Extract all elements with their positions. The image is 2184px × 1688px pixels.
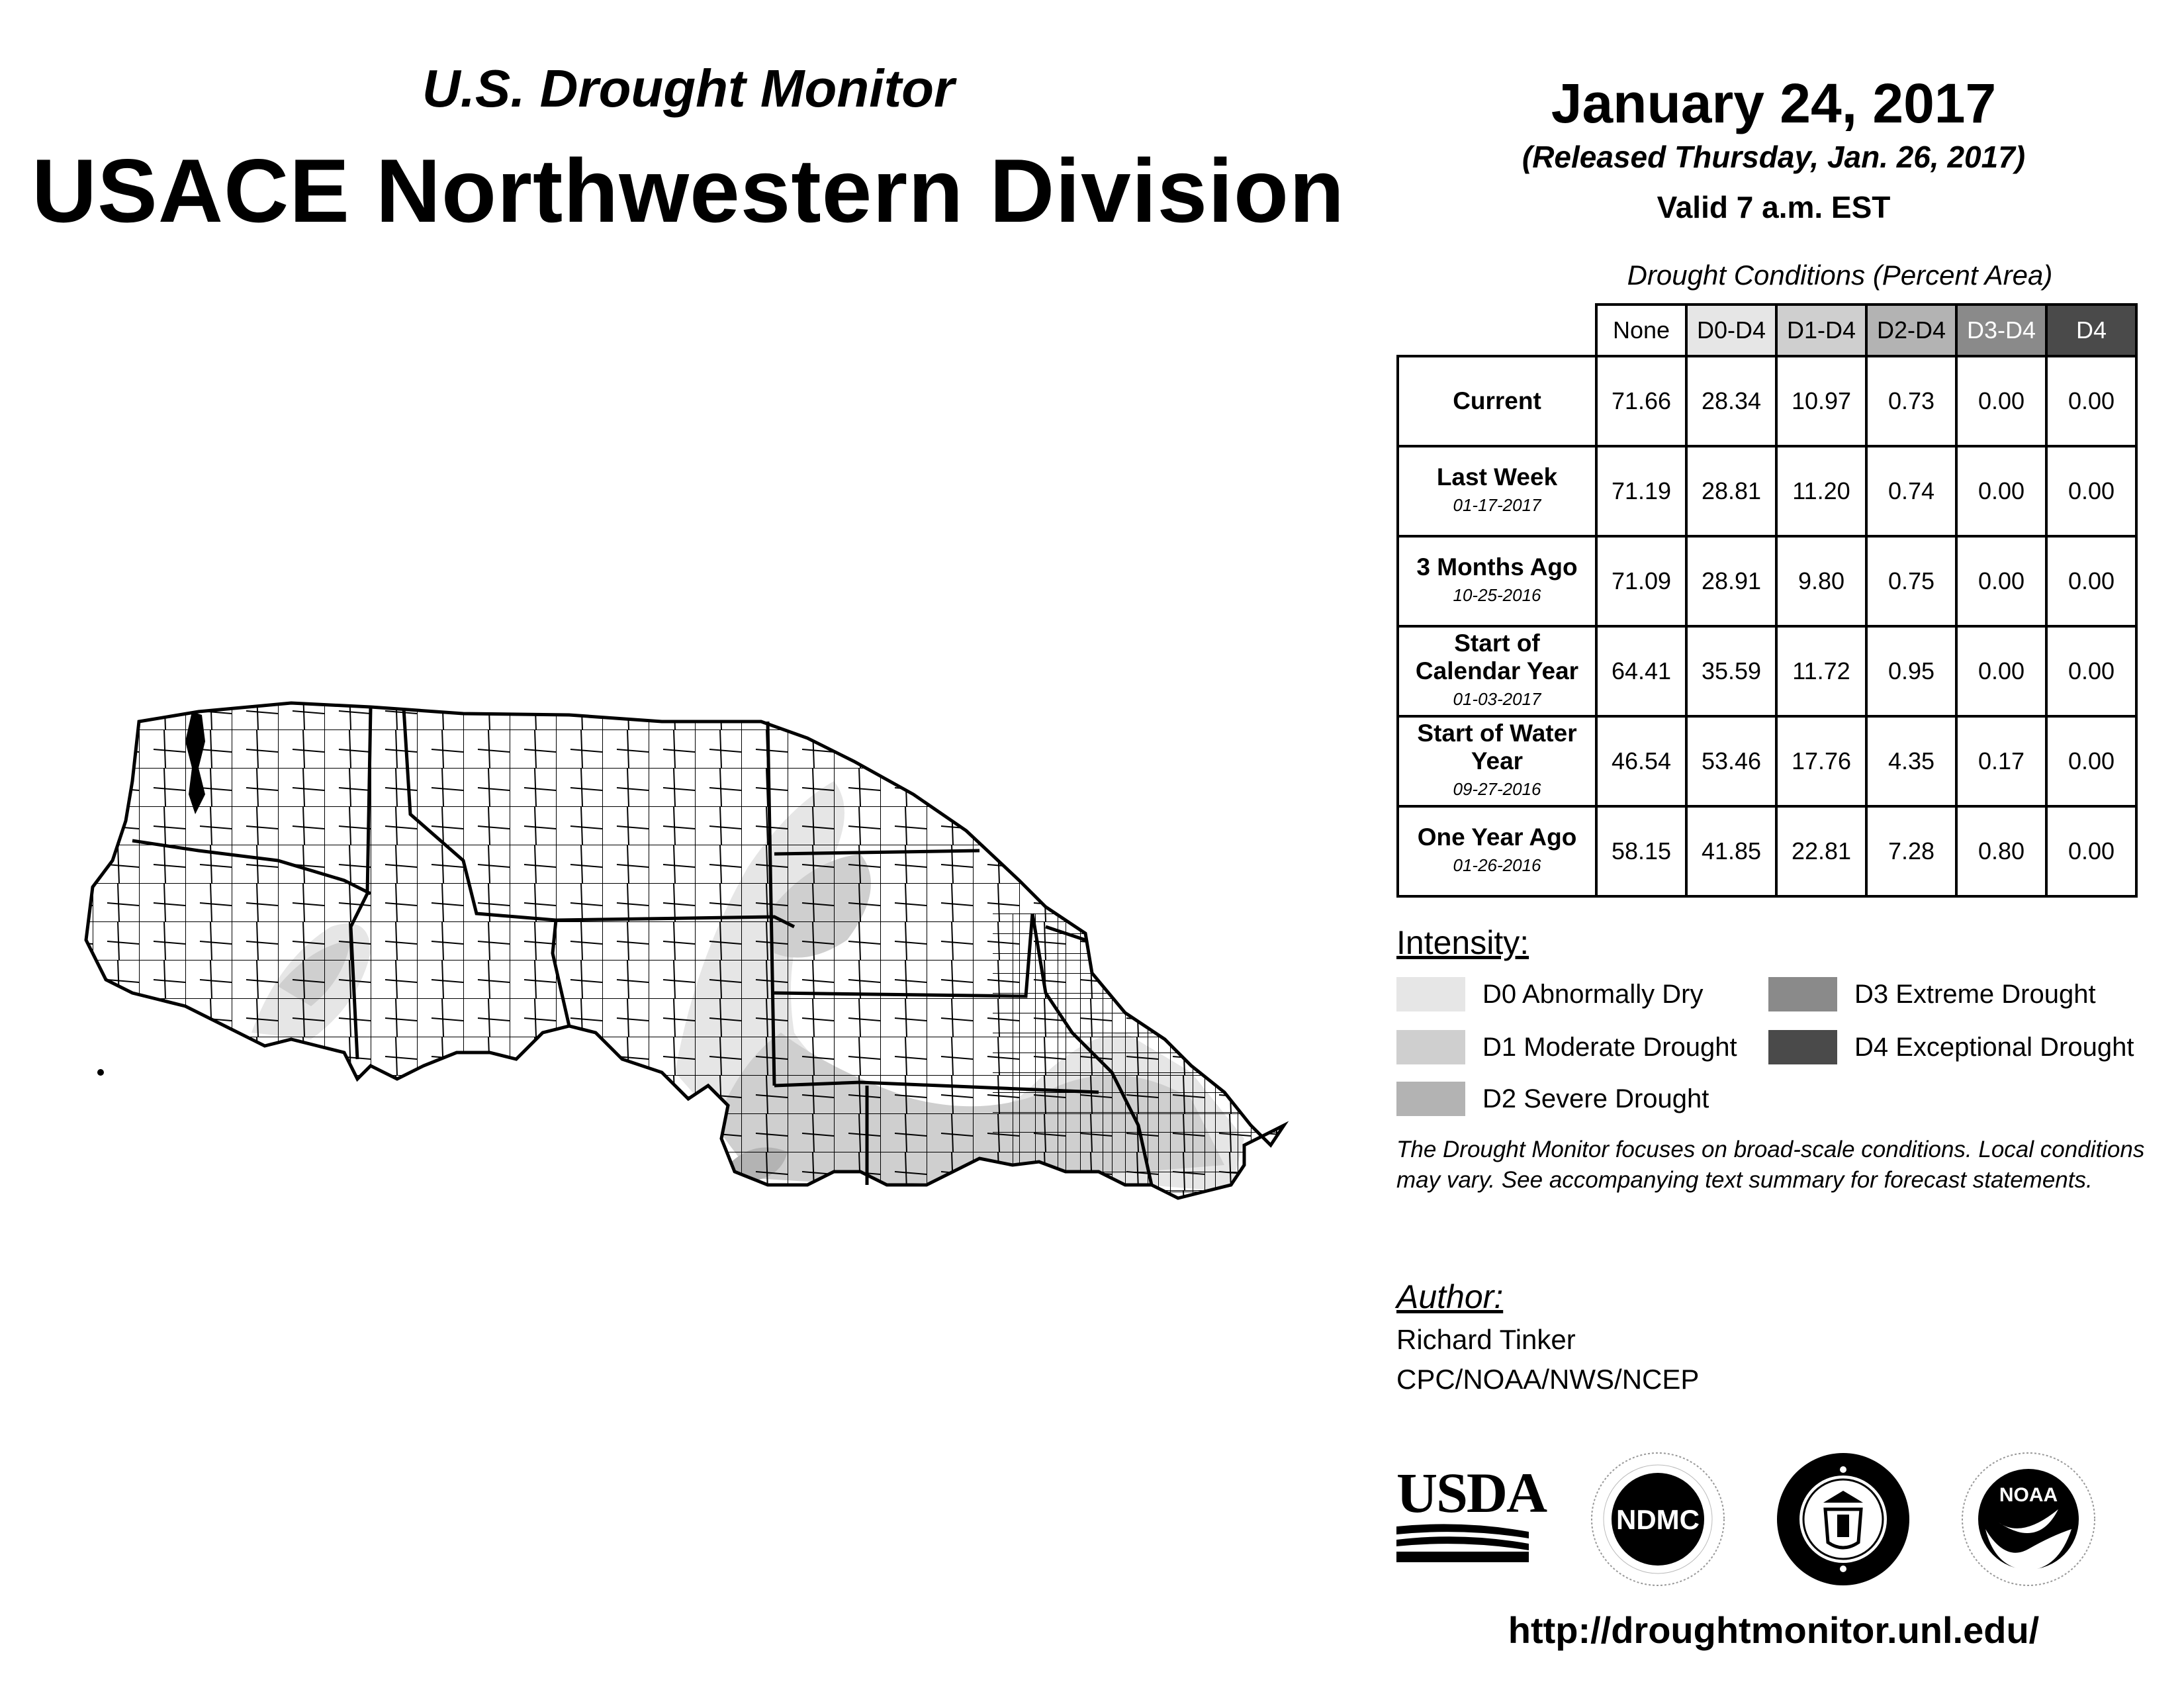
usda-logo-text: USDA — [1396, 1461, 1547, 1524]
table-cell: 22.81 — [1776, 806, 1866, 896]
legend-item-d4 — [1768, 1030, 2134, 1064]
author-label: Author: — [1396, 1278, 1504, 1315]
table-cell: 0.00 — [1956, 626, 2046, 716]
table-cell: 0.00 — [1956, 536, 2046, 626]
ndmc-logo-text: NDMC — [1616, 1504, 1700, 1535]
table-cell: 17.76 — [1776, 716, 1866, 806]
row-label-text: Start of Water Year — [1417, 720, 1577, 774]
table-cell: 0.00 — [2046, 626, 2136, 716]
noaa-logo — [1959, 1450, 2098, 1589]
usda-field-icon — [1396, 1523, 1529, 1562]
column-header: D4 — [2046, 305, 2136, 356]
table-cell: 10.97 — [1776, 356, 1866, 446]
table-cell: 0.00 — [2046, 446, 2136, 536]
row-label — [1398, 446, 1596, 536]
table-cell: 28.81 — [1686, 446, 1776, 536]
row-label-date: 10-25-2016 — [1453, 585, 1541, 605]
legend-swatch — [1396, 977, 1465, 1011]
legend-item-d1 — [1396, 1030, 1737, 1064]
row-label — [1398, 626, 1596, 716]
table-cell: 0.00 — [1956, 446, 2046, 536]
legend-swatch — [1396, 1030, 1465, 1064]
table-cell: 41.85 — [1686, 806, 1776, 896]
table-cell: 7.28 — [1866, 806, 1956, 896]
column-header: D3-D4 — [1956, 305, 2046, 356]
header-blank — [1398, 305, 1596, 356]
legend-label: D4 Exceptional Drought — [1854, 1032, 2134, 1062]
table-cell: 0.00 — [2046, 536, 2136, 626]
row-label-text: Last Week — [1436, 463, 1558, 491]
usda-logo — [1396, 1461, 1547, 1562]
table-row — [1398, 536, 2136, 626]
table-cell: 58.15 — [1596, 806, 1686, 896]
row-label-text: Start of Calendar Year — [1415, 630, 1579, 684]
table-cell: 0.00 — [1956, 356, 2046, 446]
table-row — [1398, 446, 2136, 536]
row-label — [1398, 806, 1596, 896]
table-cell: 0.80 — [1956, 806, 2046, 896]
legend-label: D3 Extreme Drought — [1854, 979, 2096, 1009]
row-label-date: 01-17-2017 — [1453, 495, 1541, 515]
table-row — [1398, 356, 2136, 446]
row-label — [1398, 716, 1596, 806]
column-header: D0-D4 — [1686, 305, 1776, 356]
table-cell: 71.09 — [1596, 536, 1686, 626]
table-cell: 0.00 — [2046, 716, 2136, 806]
table-cell: 0.17 — [1956, 716, 2046, 806]
row-label-date: 01-03-2017 — [1453, 689, 1541, 709]
table-cell: 0.74 — [1866, 446, 1956, 536]
table-cell: 0.00 — [2046, 356, 2136, 446]
row-label-date: 01-26-2016 — [1453, 855, 1541, 875]
table-cell: 0.73 — [1866, 356, 1956, 446]
author-name: Richard Tinker — [1396, 1324, 1576, 1355]
legend-label: D2 Severe Drought — [1482, 1084, 1709, 1113]
row-label-text: Current — [1453, 387, 1541, 414]
noaa-logo-text: NOAA — [1999, 1484, 2058, 1506]
table-cell: 46.54 — [1596, 716, 1686, 806]
release-date: (Released Thursday, Jan. 26, 2017) — [1522, 140, 2026, 174]
ndmc-logo — [1588, 1450, 1727, 1589]
website-url[interactable]: http://droughtmonitor.unl.edu/ — [1508, 1609, 2040, 1651]
author-org: CPC/NOAA/NWS/NCEP — [1396, 1364, 1700, 1395]
table-cell: 0.00 — [2046, 806, 2136, 896]
map-subtitle: U.S. Drought Monitor — [422, 59, 955, 118]
table-cell: 0.95 — [1866, 626, 1956, 716]
legend-label: D0 Abnormally Dry — [1482, 979, 1704, 1009]
legend-swatch — [1396, 1082, 1465, 1116]
table-row — [1398, 716, 2136, 806]
table-cell: 9.80 — [1776, 536, 1866, 626]
valid-date: January 24, 2017 — [1551, 72, 1997, 134]
table-cell: 11.72 — [1776, 626, 1866, 716]
table-row — [1398, 806, 2136, 896]
legend-swatch — [1768, 977, 1837, 1011]
table-cell: 28.34 — [1686, 356, 1776, 446]
disclaimer-note: The Drought Monitor focuses on broad-scale conditions. Local conditions may vary. See accompanying text summary for forecast statements. — [1396, 1137, 2145, 1193]
table-title: Drought Conditions (Percent Area) — [1627, 259, 2053, 291]
table-cell: 64.41 — [1596, 626, 1686, 716]
column-header: D2-D4 — [1866, 305, 1956, 356]
table-cell: 71.19 — [1596, 446, 1686, 536]
row-label — [1398, 536, 1596, 626]
legend-item-d3 — [1768, 977, 2096, 1011]
table-row — [1398, 626, 2136, 716]
table-cell: 35.59 — [1686, 626, 1776, 716]
row-label — [1398, 356, 1596, 446]
drought-conditions-table — [1396, 303, 2138, 898]
column-header: None — [1596, 305, 1686, 356]
table-cell: 28.91 — [1686, 536, 1776, 626]
legend-item-d2 — [1396, 1082, 1709, 1116]
column-header: D1-D4 — [1776, 305, 1866, 356]
table-cell: 0.75 — [1866, 536, 1956, 626]
map-title: USACE Northwestern Division — [31, 140, 1345, 241]
table-header-row — [1398, 305, 2136, 356]
table-cell: 11.20 — [1776, 446, 1866, 536]
legend-item-d0 — [1396, 977, 1703, 1011]
table-cell: 71.66 — [1596, 356, 1686, 446]
table-cell: 53.46 — [1686, 716, 1776, 806]
row-label-text: One Year Ago — [1417, 823, 1577, 851]
row-label-date: 09-27-2016 — [1453, 779, 1541, 799]
row-label-text: 3 Months Ago — [1416, 553, 1578, 581]
legend-label: D1 Moderate Drought — [1482, 1032, 1737, 1062]
valid-time: Valid 7 a.m. EST — [1657, 190, 1891, 224]
doc-seal-icon — [1774, 1450, 1913, 1589]
table-cell: 4.35 — [1866, 716, 1956, 806]
legend-title: Intensity: — [1396, 924, 1529, 961]
legend-swatch — [1768, 1030, 1837, 1064]
